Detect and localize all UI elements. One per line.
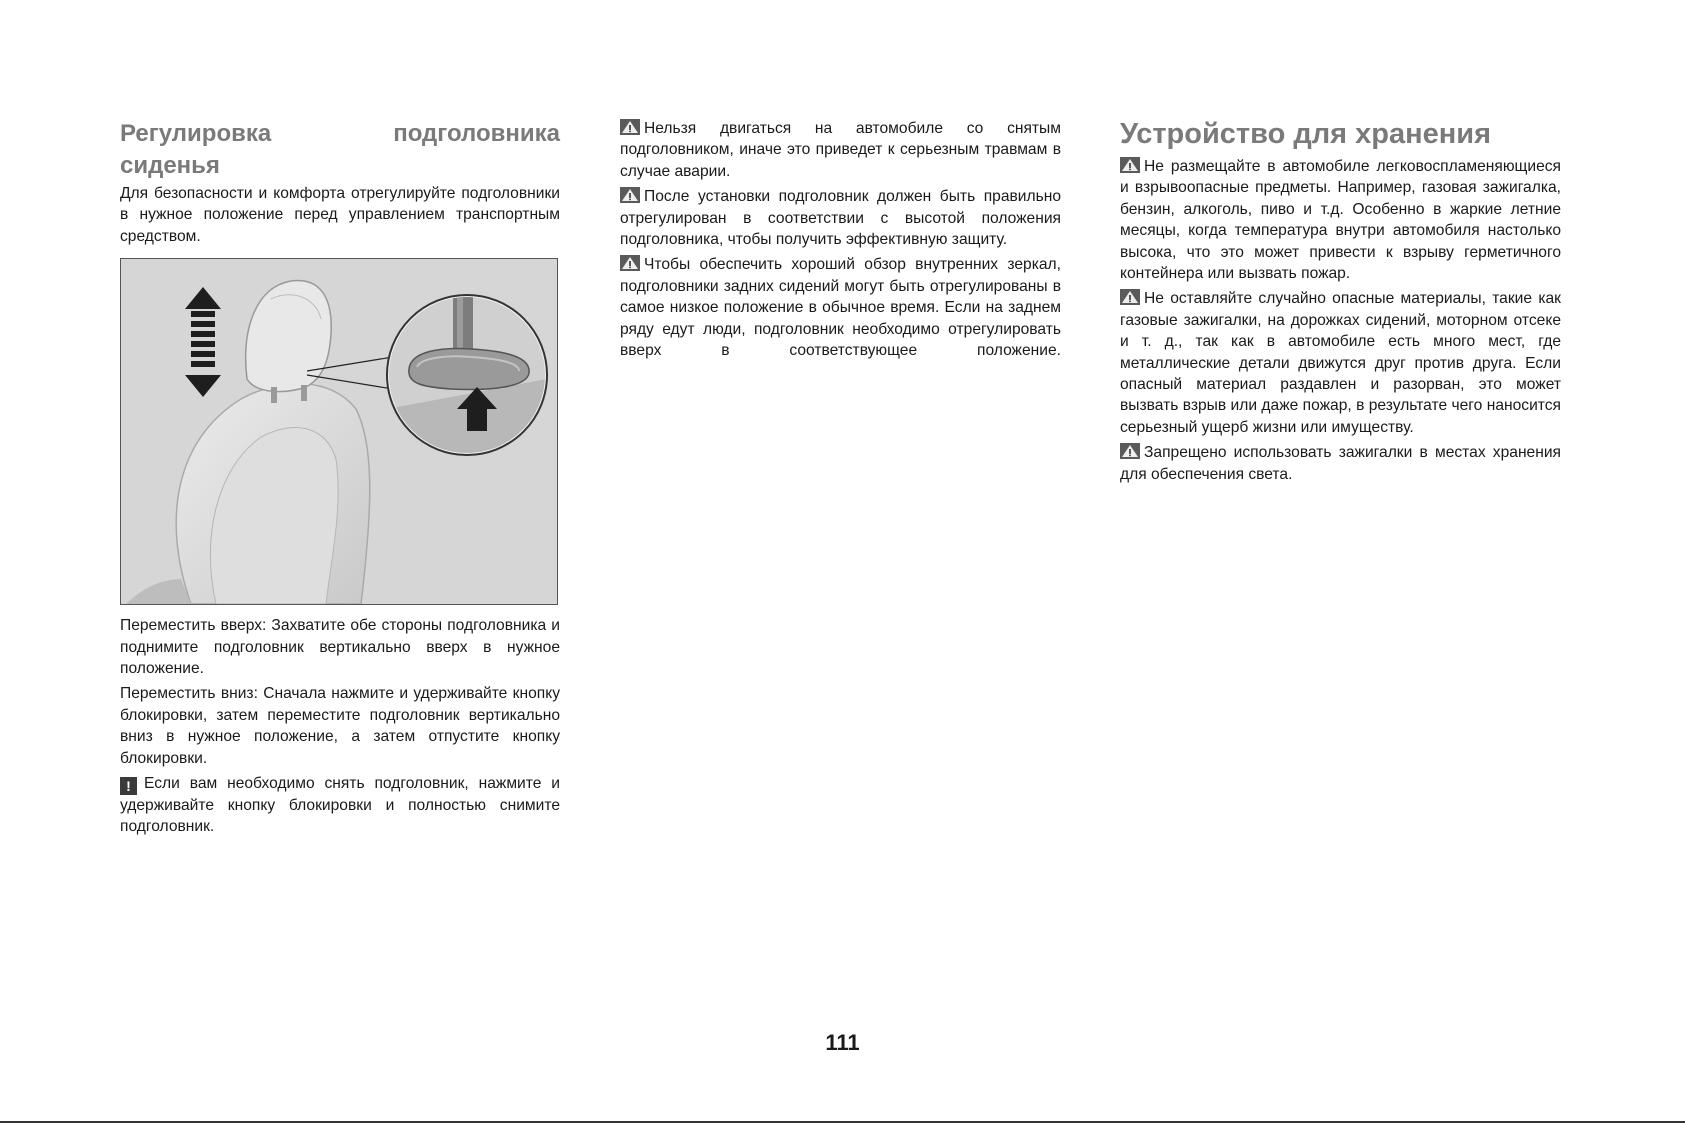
warning-text: Не размещайте в автомобиле легковоспламеняющиеся и взрывоопасные предметы. Например, газовая зажигалка, бензин, алкоголь, пиво и т.д. Особенно в жаркие летние месяцы, когда температура внутри автомобиля настолько высока, что это может привести к взрыву герметичного контейнера или вызвать пожар. [1120, 158, 1561, 283]
warning-paragraph [1120, 288, 1561, 438]
warning-paragraph [620, 118, 1061, 182]
column-left [120, 118, 560, 842]
info-exclamation-icon: ! [120, 777, 137, 795]
heading-word: подголовника [393, 120, 560, 147]
warning-text: Не оставляйте случайно опасные материалы, такие как газовые зажигалки, на дорожках сидений, моторном отсеке и т. д., так как в автомобиле есть много мест, где металлические детали движутся друг против друга. Если опасный материал раздавлен и разорван, это может вызвать взрыв или даже пожар, в результате чего наносится серьезный ущерб жизни или имуществу. [1120, 290, 1561, 436]
intro-paragraph: Для безопасности и комфорта отрегулируйте подголовники в нужное положение перед управлением транспортным средством. [120, 185, 560, 245]
warning-triangle-icon [1120, 289, 1140, 305]
move-up-paragraph: Переместить вверх: Захватите обе стороны подголовника и поднимите подголовник вертикально вверх в нужное положение. [120, 617, 560, 678]
section-heading-headrest [120, 118, 560, 182]
headrest-diagram [121, 259, 557, 604]
warning-text: После установки подголовник должен быть правильно отрегулирован в соответствии с высотой положения подголовника, чтобы получить эффективную защиту. [620, 188, 1061, 249]
section-heading-storage: Устройство для хранения [1120, 118, 1492, 150]
info-note-text: Если вам необходимо снять подголовник, нажмите и удерживайте кнопку блокировки и полностью снимите подголовник. [120, 775, 560, 836]
warning-triangle-icon [1120, 157, 1140, 173]
warning-text: Нельзя двигаться на автомобиле со снятым подголовником, иначе это приведет к серьезным травмам в случае аварии. [620, 120, 1061, 180]
page-number: 111 [825, 1030, 860, 1055]
heading-word: сиденья [120, 152, 220, 179]
warning-paragraph [620, 254, 1061, 361]
move-down-paragraph: Переместить вниз: Сначала нажмите и удерживайте кнопку блокировки, затем переместите подголовник вертикально вниз в нужное положение, а затем отпустите кнопку блокировки. [120, 685, 560, 767]
headrest-illustration [120, 258, 558, 605]
column-middle [620, 118, 1061, 365]
warning-paragraph [1120, 156, 1561, 284]
warning-triangle-icon [1120, 443, 1140, 459]
warning-paragraph [620, 186, 1061, 250]
warning-triangle-icon [620, 255, 640, 271]
warning-triangle-icon [620, 119, 640, 135]
warning-paragraph [1120, 442, 1561, 485]
warning-text: Запрещено использовать зажигалки в местах хранения для обеспечения света. [1120, 444, 1561, 483]
column-right [1120, 118, 1561, 489]
warning-triangle-icon [620, 187, 640, 203]
warning-text: Чтобы обеспечить хороший обзор внутренних зеркал, подголовники задних сидений могут быть отрегулированы в самое низкое положение в обычное время. Если на заднем ряду едут люди, подголовник необходимо отрегулировать вверх в соответствующее положение. [620, 256, 1061, 360]
info-note-paragraph [120, 773, 560, 838]
heading-word: Регулировка [120, 120, 272, 147]
